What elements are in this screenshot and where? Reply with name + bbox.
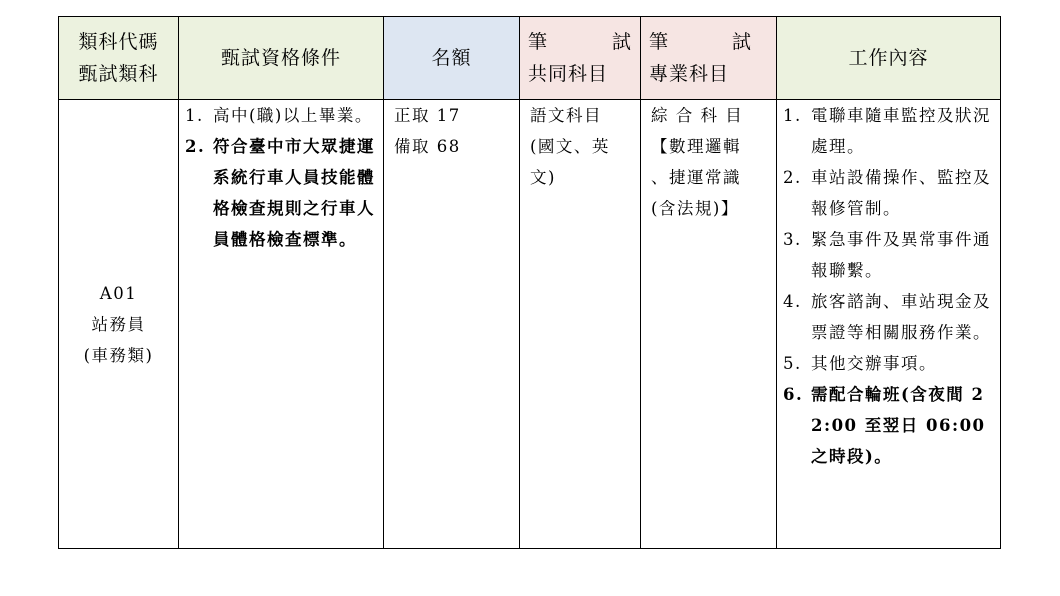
duty-item-number: 2. bbox=[783, 168, 802, 187]
professional-subject-line2: 【數理邏輯 bbox=[651, 137, 741, 156]
header-common-line2: 共同科目 bbox=[528, 63, 609, 85]
duty-item bbox=[777, 286, 1000, 348]
table-header bbox=[59, 17, 1001, 100]
duty-item-number: 1. bbox=[783, 106, 802, 125]
cell-code bbox=[59, 100, 179, 549]
header-row bbox=[59, 17, 1001, 100]
qualification-item bbox=[179, 100, 383, 131]
qualification-item-number: 2. bbox=[185, 137, 206, 156]
qualification-item-number: 1. bbox=[185, 106, 204, 125]
header-quota bbox=[384, 17, 520, 100]
header-qualification-label: 甄試資格條件 bbox=[220, 47, 341, 69]
qualification-item-text: 高中(職)以上畢業。 bbox=[213, 106, 373, 125]
duty-item-number: 4. bbox=[783, 292, 802, 311]
duty-item-text: 緊急事件及異常事件通報聯繫。 bbox=[811, 230, 991, 280]
duty-item-text: 車站設備操作、監控及報修管制。 bbox=[811, 168, 991, 218]
qualification-list bbox=[179, 100, 383, 255]
header-professional-line1-b: 試 bbox=[731, 31, 752, 53]
qualification-item bbox=[179, 131, 383, 255]
professional-subject-line4: (含法規)】 bbox=[651, 199, 739, 218]
common-subject-line1: 語文科目 bbox=[530, 106, 602, 125]
duty-item bbox=[777, 379, 1000, 472]
quota-backup: 備取 68 bbox=[394, 137, 461, 156]
header-common-line1-a: 筆 bbox=[528, 31, 549, 53]
header-professional-line2: 專業科目 bbox=[649, 63, 730, 85]
header-professional-line1-a: 筆 bbox=[649, 31, 670, 53]
header-qualification bbox=[179, 17, 384, 100]
professional-subject-line1: 綜 合 科 目 bbox=[651, 106, 744, 125]
job-title: 站務員 bbox=[91, 314, 146, 334]
common-subject-line3: 文) bbox=[530, 168, 556, 187]
duty-item bbox=[777, 162, 1000, 224]
cell-professional-subject bbox=[641, 100, 777, 549]
header-professional-subject bbox=[641, 17, 777, 100]
header-duties bbox=[777, 17, 1001, 100]
header-code-line2: 甄試類科 bbox=[78, 63, 159, 85]
duty-item bbox=[777, 224, 1000, 286]
cell-common-subject bbox=[520, 100, 641, 549]
cell-duties bbox=[777, 100, 1001, 549]
professional-subject-line3: 、捷運常識 bbox=[651, 168, 741, 187]
duty-list bbox=[777, 100, 1000, 472]
job-category: (車務類) bbox=[83, 345, 154, 365]
table-row bbox=[59, 100, 1001, 549]
duty-item-text: 電聯車隨車監控及狀況處理。 bbox=[811, 106, 991, 156]
header-code-line1: 類科代碼 bbox=[78, 31, 159, 53]
duty-item-text: 旅客諮詢、車站現金及票證等相關服務作業。 bbox=[811, 292, 991, 342]
duty-item-text: 需配合輪班(含夜間 22:00 至翌日 06:00 之時段)。 bbox=[811, 385, 986, 466]
duty-item-number: 6. bbox=[783, 385, 804, 404]
qualification-item-text: 符合臺中市大眾捷運系統行車人員技能體格檢查規則之行車人員體格檢查標準。 bbox=[213, 137, 375, 249]
job-code: A01 bbox=[99, 283, 138, 303]
table-body bbox=[59, 100, 1001, 549]
cell-qualifications bbox=[179, 100, 384, 549]
duty-item-text: 其他交辦事項。 bbox=[811, 354, 937, 373]
duty-item-number: 5. bbox=[783, 354, 802, 373]
header-quota-label: 名額 bbox=[431, 47, 472, 69]
header-common-subject bbox=[520, 17, 641, 100]
cell-quota bbox=[384, 100, 520, 549]
common-subject-line2: (國文、英 bbox=[530, 137, 610, 156]
header-duties-label: 工作內容 bbox=[848, 47, 929, 69]
header-professional-line1 bbox=[641, 26, 776, 58]
duty-item bbox=[777, 100, 1000, 162]
header-common-line1-b: 試 bbox=[611, 31, 632, 53]
header-code bbox=[59, 17, 179, 100]
quota-regular: 正取 17 bbox=[394, 106, 461, 125]
duty-item bbox=[777, 348, 1000, 379]
duty-item-number: 3. bbox=[783, 230, 802, 249]
job-table bbox=[58, 16, 1001, 549]
header-common-line1 bbox=[520, 26, 640, 58]
